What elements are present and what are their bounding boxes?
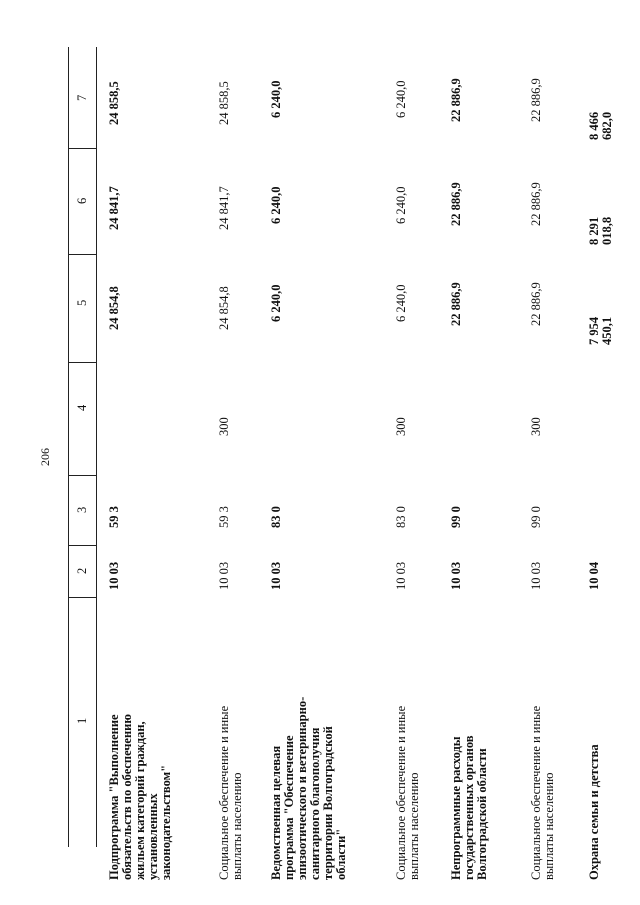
row-value-year1: 6 240,0 xyxy=(269,284,283,322)
row-name: Социальное обеспечение и иные выплаты населению xyxy=(394,705,421,880)
row-value-year1: 24 854,8 xyxy=(107,286,121,330)
header-col-divider xyxy=(68,148,96,149)
header-col-divider xyxy=(68,254,96,255)
row-value-year3: 24 858,5 xyxy=(107,81,121,125)
row-section-code: 10 04 xyxy=(587,561,601,590)
row-target-code: 59 3 xyxy=(217,506,231,528)
row-target-code: 99 0 xyxy=(529,506,543,528)
row-value-year2: 22 886,9 xyxy=(529,182,543,226)
header-cell-4: 4 xyxy=(75,404,89,411)
header-cell-7: 7 xyxy=(75,94,89,101)
header-col-divider xyxy=(68,362,96,363)
header-cell-2: 2 xyxy=(75,567,89,574)
header-col-divider xyxy=(68,597,96,598)
row-value-year3: 22 886,9 xyxy=(529,78,543,122)
header-cell-5: 5 xyxy=(75,299,89,306)
row-value-year3: 6 240,0 xyxy=(394,80,408,118)
row-target-code: 99 0 xyxy=(449,506,463,528)
page-number: 206 xyxy=(38,448,52,466)
row-target-code: 59 3 xyxy=(107,506,121,528)
header-cell-3: 3 xyxy=(75,506,89,513)
row-section-code: 10 03 xyxy=(529,561,543,590)
header-col-divider xyxy=(68,545,96,546)
row-value-year1: 6 240,0 xyxy=(394,284,408,322)
row-value-year2: 6 240,0 xyxy=(394,186,408,224)
row-name: Ведомственная целевая программа "Обеспечение эпизоотического и ветеринарно- санитарного благополучия территории Волгоградской области" xyxy=(269,696,348,880)
header-cell-6: 6 xyxy=(75,197,89,204)
row-name: Непрограммные расходы государственных органов Волгоградской области xyxy=(449,735,489,880)
row-value-year2: 22 886,9 xyxy=(449,182,463,226)
row-value-year2: 6 240,0 xyxy=(269,186,283,224)
row-value-year1: 22 886,9 xyxy=(449,282,463,326)
row-section-code: 10 03 xyxy=(269,561,283,590)
row-value-year2: 24 841,7 xyxy=(217,186,231,230)
row-name: Социальное обеспечение и иные выплаты населению xyxy=(529,705,556,880)
row-expense-type: 300 xyxy=(529,417,543,436)
row-expense-type: 300 xyxy=(394,417,408,436)
row-target-code: 83 0 xyxy=(394,506,408,528)
row-value-year2: 8 291 018,8 xyxy=(587,216,614,245)
header-separator xyxy=(96,47,97,847)
row-section-code: 10 03 xyxy=(217,561,231,590)
row-section-code: 10 03 xyxy=(449,561,463,590)
row-section-code: 10 03 xyxy=(394,561,408,590)
row-value-year2: 24 841,7 xyxy=(107,186,121,230)
header-col-divider xyxy=(68,475,96,476)
row-value-year1: 22 886,9 xyxy=(529,282,543,326)
row-value-year1: 7 954 450,1 xyxy=(587,316,614,345)
header-cell-1: 1 xyxy=(75,717,89,724)
row-value-year3: 22 886,9 xyxy=(449,78,463,122)
row-target-code: 83 0 xyxy=(269,506,283,528)
row-value-year3: 24 858,5 xyxy=(217,81,231,125)
row-value-year3: 8 466 682,0 xyxy=(587,111,614,140)
row-value-year3: 6 240,0 xyxy=(269,80,283,118)
row-name: Социальное обеспечение и иные выплаты населению xyxy=(217,705,244,880)
row-expense-type: 300 xyxy=(217,417,231,436)
row-name: Подпрограмма "Выполнение обязательств по обеспечению жильем категорий граждан, установленных законодательством" xyxy=(107,714,173,880)
row-value-year1: 24 854,8 xyxy=(217,286,231,330)
row-section-code: 10 03 xyxy=(107,561,121,590)
row-name: Охрана семьи и детства xyxy=(587,744,601,880)
table-top-border xyxy=(68,47,69,847)
